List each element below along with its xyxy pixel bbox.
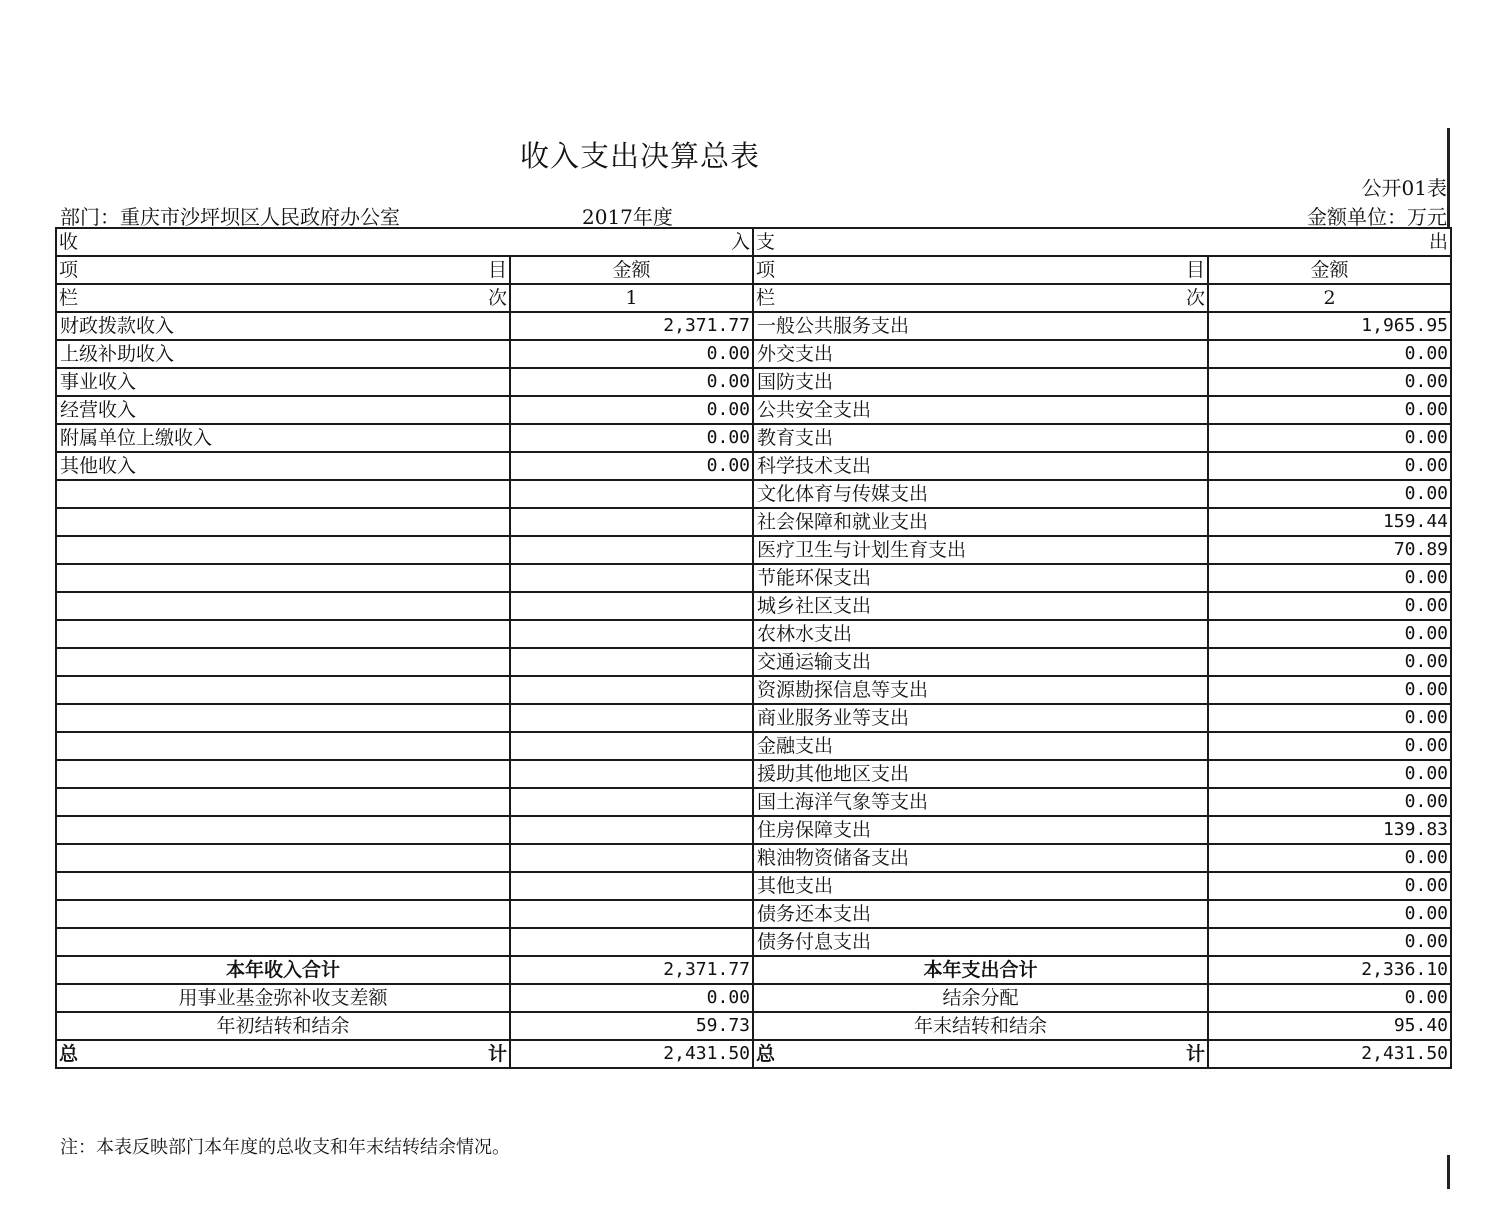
- income-column-index-label: 栏 次: [56, 284, 510, 312]
- table-row: [56, 844, 1451, 872]
- fiscal-year: 2017年度: [582, 205, 673, 229]
- table-row: [56, 508, 1451, 536]
- expense-item: 金融支出: [753, 732, 1208, 760]
- expense-amount: 0.00: [1208, 368, 1451, 396]
- income-amount: 0.00: [510, 396, 753, 424]
- income-item: 附属单位上缴收入: [56, 424, 510, 452]
- expense-item-header: 项 目: [753, 256, 1208, 284]
- expense-column-index-label: 栏 次: [753, 284, 1208, 312]
- income-item: [56, 648, 510, 676]
- income-amount: [510, 648, 753, 676]
- expense-amount: 0.00: [1208, 676, 1451, 704]
- income-amount: [510, 732, 753, 760]
- income-item: 其他收入: [56, 452, 510, 480]
- expense-amount: 0.00: [1208, 480, 1451, 508]
- expense-item: 节能环保支出: [753, 564, 1208, 592]
- expense-item: 国土海洋气象等支出: [753, 788, 1208, 816]
- footnote: 注：本表反映部门本年度的总收支和年末结转结余情况。: [60, 1137, 510, 1158]
- expense-item: 教育支出: [753, 424, 1208, 452]
- expense-item: 一般公共服务支出: [753, 312, 1208, 340]
- expense-amount: 0.00: [1208, 788, 1451, 816]
- income-item: [56, 676, 510, 704]
- income-column-index: 1: [510, 284, 753, 312]
- income-item: [56, 788, 510, 816]
- summary-income-amount: 2,371.77: [510, 956, 753, 984]
- form-number: 公开01表: [1361, 176, 1447, 200]
- table-row: [56, 564, 1451, 592]
- income-item: [56, 564, 510, 592]
- total-expense-amount: 2,431.50: [1208, 1040, 1451, 1068]
- income-item: [56, 844, 510, 872]
- income-item: [56, 928, 510, 956]
- expense-item: 交通运输支出: [753, 648, 1208, 676]
- table-row: [56, 592, 1451, 620]
- income-item: [56, 536, 510, 564]
- expense-amount: 0.00: [1208, 592, 1451, 620]
- expense-item: 债务还本支出: [753, 900, 1208, 928]
- table-row: [56, 340, 1451, 368]
- expense-amount: 0.00: [1208, 900, 1451, 928]
- summary-row: [56, 956, 1451, 984]
- table-body: [56, 228, 1451, 1068]
- table-row: [56, 676, 1451, 704]
- income-amount: [510, 592, 753, 620]
- expense-amount: 0.00: [1208, 844, 1451, 872]
- summary-expense-amount: 0.00: [1208, 984, 1451, 1012]
- table-row: [56, 480, 1451, 508]
- expense-amount: 0.00: [1208, 564, 1451, 592]
- income-amount: [510, 928, 753, 956]
- expense-item: 外交支出: [753, 340, 1208, 368]
- income-amount: 0.00: [510, 368, 753, 396]
- total-expense-label: 总 计: [753, 1040, 1208, 1068]
- table-row: [56, 928, 1451, 956]
- income-amount: [510, 844, 753, 872]
- expense-item: 农林水支出: [753, 620, 1208, 648]
- income-amount: 2,371.77: [510, 312, 753, 340]
- expense-item: 医疗卫生与计划生育支出: [753, 536, 1208, 564]
- income-item: [56, 872, 510, 900]
- table-row: [56, 620, 1451, 648]
- income-item: [56, 480, 510, 508]
- expense-item: 社会保障和就业支出: [753, 508, 1208, 536]
- summary-income-label: 本年收入合计: [56, 956, 510, 984]
- table-row: [56, 900, 1451, 928]
- expense-item: 粮油物资储备支出: [753, 844, 1208, 872]
- expense-amount-header: 金额: [1208, 256, 1451, 284]
- table-row: [56, 788, 1451, 816]
- income-amount: [510, 564, 753, 592]
- income-item: 财政拨款收入: [56, 312, 510, 340]
- summary-income-label: 年初结转和结余: [56, 1012, 510, 1040]
- expense-item: 公共安全支出: [753, 396, 1208, 424]
- income-item: 事业收入: [56, 368, 510, 396]
- expense-item: 债务付息支出: [753, 928, 1208, 956]
- table-row: [56, 424, 1451, 452]
- expense-column-index: 2: [1208, 284, 1451, 312]
- expense-amount: 0.00: [1208, 704, 1451, 732]
- expense-header: 支 出: [753, 228, 1451, 256]
- income-item: [56, 508, 510, 536]
- income-amount: 0.00: [510, 424, 753, 452]
- table-row: [56, 732, 1451, 760]
- summary-row: [56, 984, 1451, 1012]
- income-header: 收 入: [56, 228, 753, 256]
- expense-item: 文化体育与传媒支出: [753, 480, 1208, 508]
- income-amount: [510, 676, 753, 704]
- table-row: [56, 312, 1451, 340]
- income-item: [56, 704, 510, 732]
- expense-amount: 0.00: [1208, 424, 1451, 452]
- budget-summary-table: [55, 227, 1452, 1069]
- expense-item: 城乡社区支出: [753, 592, 1208, 620]
- expense-amount: 70.89: [1208, 536, 1451, 564]
- summary-income-label: 用事业基金弥补收支差额: [56, 984, 510, 1012]
- expense-item: 资源勘探信息等支出: [753, 676, 1208, 704]
- expense-amount: 1,965.95: [1208, 312, 1451, 340]
- income-item: [56, 900, 510, 928]
- income-amount: [510, 704, 753, 732]
- income-amount: [510, 816, 753, 844]
- income-item: 上级补助收入: [56, 340, 510, 368]
- income-amount: [510, 536, 753, 564]
- header-row-category: [56, 228, 1451, 256]
- expense-item: 援助其他地区支出: [753, 760, 1208, 788]
- income-amount: [510, 900, 753, 928]
- summary-expense-label: 结余分配: [753, 984, 1208, 1012]
- income-amount-header: 金额: [510, 256, 753, 284]
- table-row: [56, 872, 1451, 900]
- income-amount: [510, 760, 753, 788]
- income-amount: [510, 508, 753, 536]
- expense-amount: 0.00: [1208, 452, 1451, 480]
- amount-unit: 金额单位：万元: [1307, 205, 1447, 229]
- income-item: 经营收入: [56, 396, 510, 424]
- income-item: [56, 760, 510, 788]
- income-item: [56, 592, 510, 620]
- income-amount: [510, 788, 753, 816]
- expense-item: 其他支出: [753, 872, 1208, 900]
- table-row: [56, 704, 1451, 732]
- expense-item: 国防支出: [753, 368, 1208, 396]
- expense-item: 科学技术支出: [753, 452, 1208, 480]
- expense-amount: 0.00: [1208, 340, 1451, 368]
- expense-item: 商业服务业等支出: [753, 704, 1208, 732]
- summary-row: [56, 1012, 1451, 1040]
- department-label: 部门：重庆市沙坪坝区人民政府办公室: [60, 205, 400, 229]
- expense-amount: 0.00: [1208, 620, 1451, 648]
- table-row: [56, 816, 1451, 844]
- summary-expense-amount: 2,336.10: [1208, 956, 1451, 984]
- table-row: [56, 760, 1451, 788]
- income-amount: 0.00: [510, 452, 753, 480]
- total-income-amount: 2,431.50: [510, 1040, 753, 1068]
- expense-amount: 0.00: [1208, 396, 1451, 424]
- summary-expense-label: 本年支出合计: [753, 956, 1208, 984]
- total-income-label: 总 计: [56, 1040, 510, 1068]
- expense-amount: 159.44: [1208, 508, 1451, 536]
- table-row: [56, 396, 1451, 424]
- expense-amount: 0.00: [1208, 648, 1451, 676]
- page-title: 收入支出决算总表: [519, 139, 760, 173]
- expense-amount: 0.00: [1208, 760, 1451, 788]
- income-item: [56, 732, 510, 760]
- income-amount: 0.00: [510, 340, 753, 368]
- expense-amount: 0.00: [1208, 872, 1451, 900]
- income-item: [56, 816, 510, 844]
- header-row-index: [56, 284, 1451, 312]
- expense-amount: 0.00: [1208, 732, 1451, 760]
- summary-income-amount: 59.73: [510, 1012, 753, 1040]
- income-amount: [510, 620, 753, 648]
- table-row: [56, 368, 1451, 396]
- expense-amount: 0.00: [1208, 928, 1451, 956]
- income-item-header: 项 目: [56, 256, 510, 284]
- table-row: [56, 536, 1451, 564]
- expense-amount: 139.83: [1208, 816, 1451, 844]
- summary-expense-amount: 95.40: [1208, 1012, 1451, 1040]
- income-amount: [510, 872, 753, 900]
- header-row-columns: [56, 256, 1451, 284]
- expense-item: 住房保障支出: [753, 816, 1208, 844]
- summary-expense-label: 年末结转和结余: [753, 1012, 1208, 1040]
- income-item: [56, 620, 510, 648]
- page-edge-line-bottom: [1447, 1155, 1450, 1189]
- total-row: [56, 1040, 1451, 1068]
- table-row: [56, 648, 1451, 676]
- table-row: [56, 452, 1451, 480]
- page-edge-line-top: [1447, 128, 1450, 228]
- summary-income-amount: 0.00: [510, 984, 753, 1012]
- income-amount: [510, 480, 753, 508]
